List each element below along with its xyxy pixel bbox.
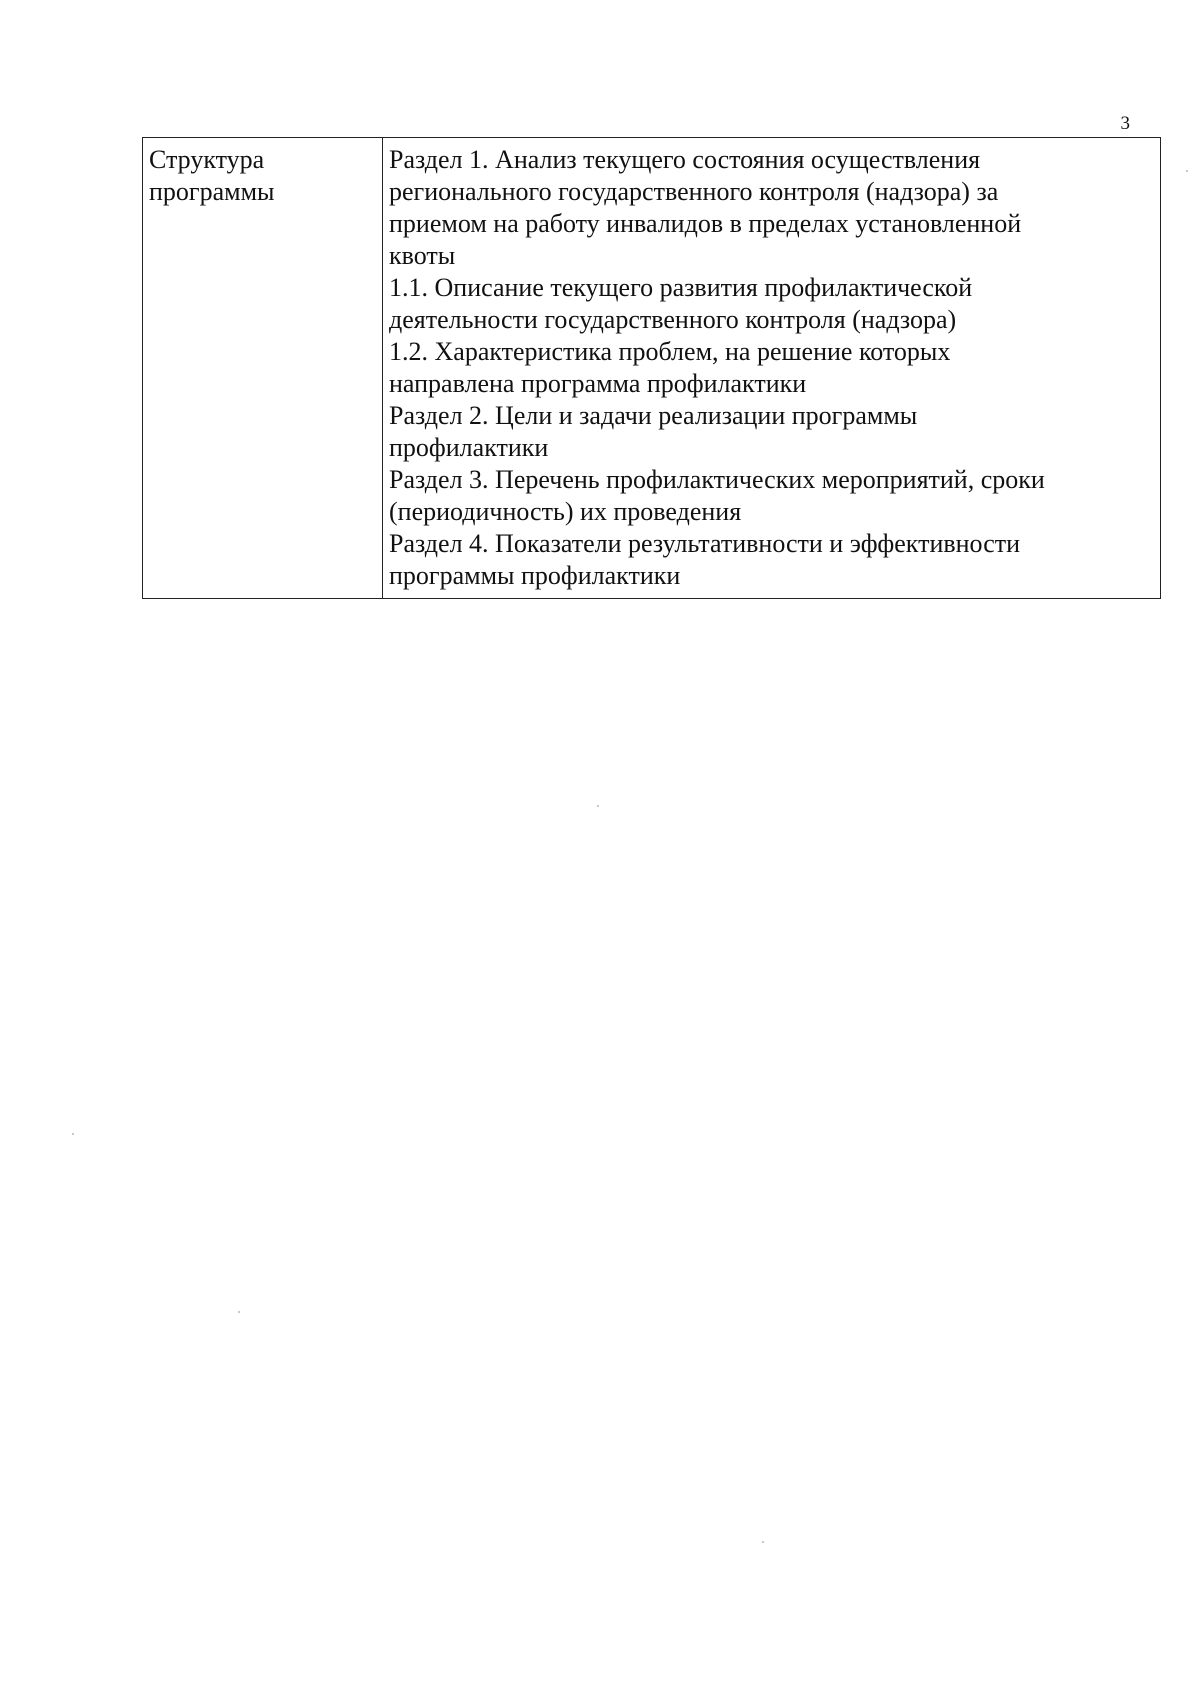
scan-speck — [238, 1311, 240, 1313]
section-1-heading-line: квоты — [389, 241, 456, 270]
page-number: 3 — [1120, 113, 1130, 134]
program-structure-table — [142, 137, 1161, 599]
subsection-1-2-line: направлена программа профилактики — [389, 369, 807, 398]
row-label-line: программы — [149, 177, 275, 206]
scan-speck — [1186, 170, 1188, 172]
section-1-heading-line: приемом на работу инвалидов в пределах установленной — [389, 209, 1022, 238]
subsection-1-1-line: 1.1. Описание текущего развития профилактической — [389, 273, 973, 302]
row-label-line: Структура — [149, 145, 265, 174]
section-2-heading-line: профилактики — [389, 433, 549, 462]
section-2-heading-line: Раздел 2. Цели и задачи реализации программы — [389, 401, 918, 430]
row-label-cell — [143, 138, 383, 599]
table-row — [143, 138, 1161, 599]
scan-speck — [72, 1133, 74, 1135]
scan-speck — [762, 1541, 764, 1543]
subsection-1-1-line: деятельности государственного контроля (надзора) — [389, 305, 957, 334]
section-3-heading-line: Раздел 3. Перечень профилактических мероприятий, сроки — [389, 465, 1045, 494]
section-4-heading-line: программы профилактики — [389, 561, 681, 590]
section-1-heading-line: Раздел 1. Анализ текущего состояния осуществления — [389, 145, 981, 174]
scan-speck — [597, 805, 599, 807]
section-3-heading-line: (периодичность) их проведения — [389, 497, 742, 526]
section-1-heading-line: регионального государственного контроля (надзора) за — [389, 177, 999, 206]
row-content-cell — [383, 138, 1161, 599]
section-4-heading-line: Раздел 4. Показатели результативности и эффективности — [389, 529, 1021, 558]
subsection-1-2-line: 1.2. Характеристика проблем, на решение которых — [389, 337, 951, 366]
